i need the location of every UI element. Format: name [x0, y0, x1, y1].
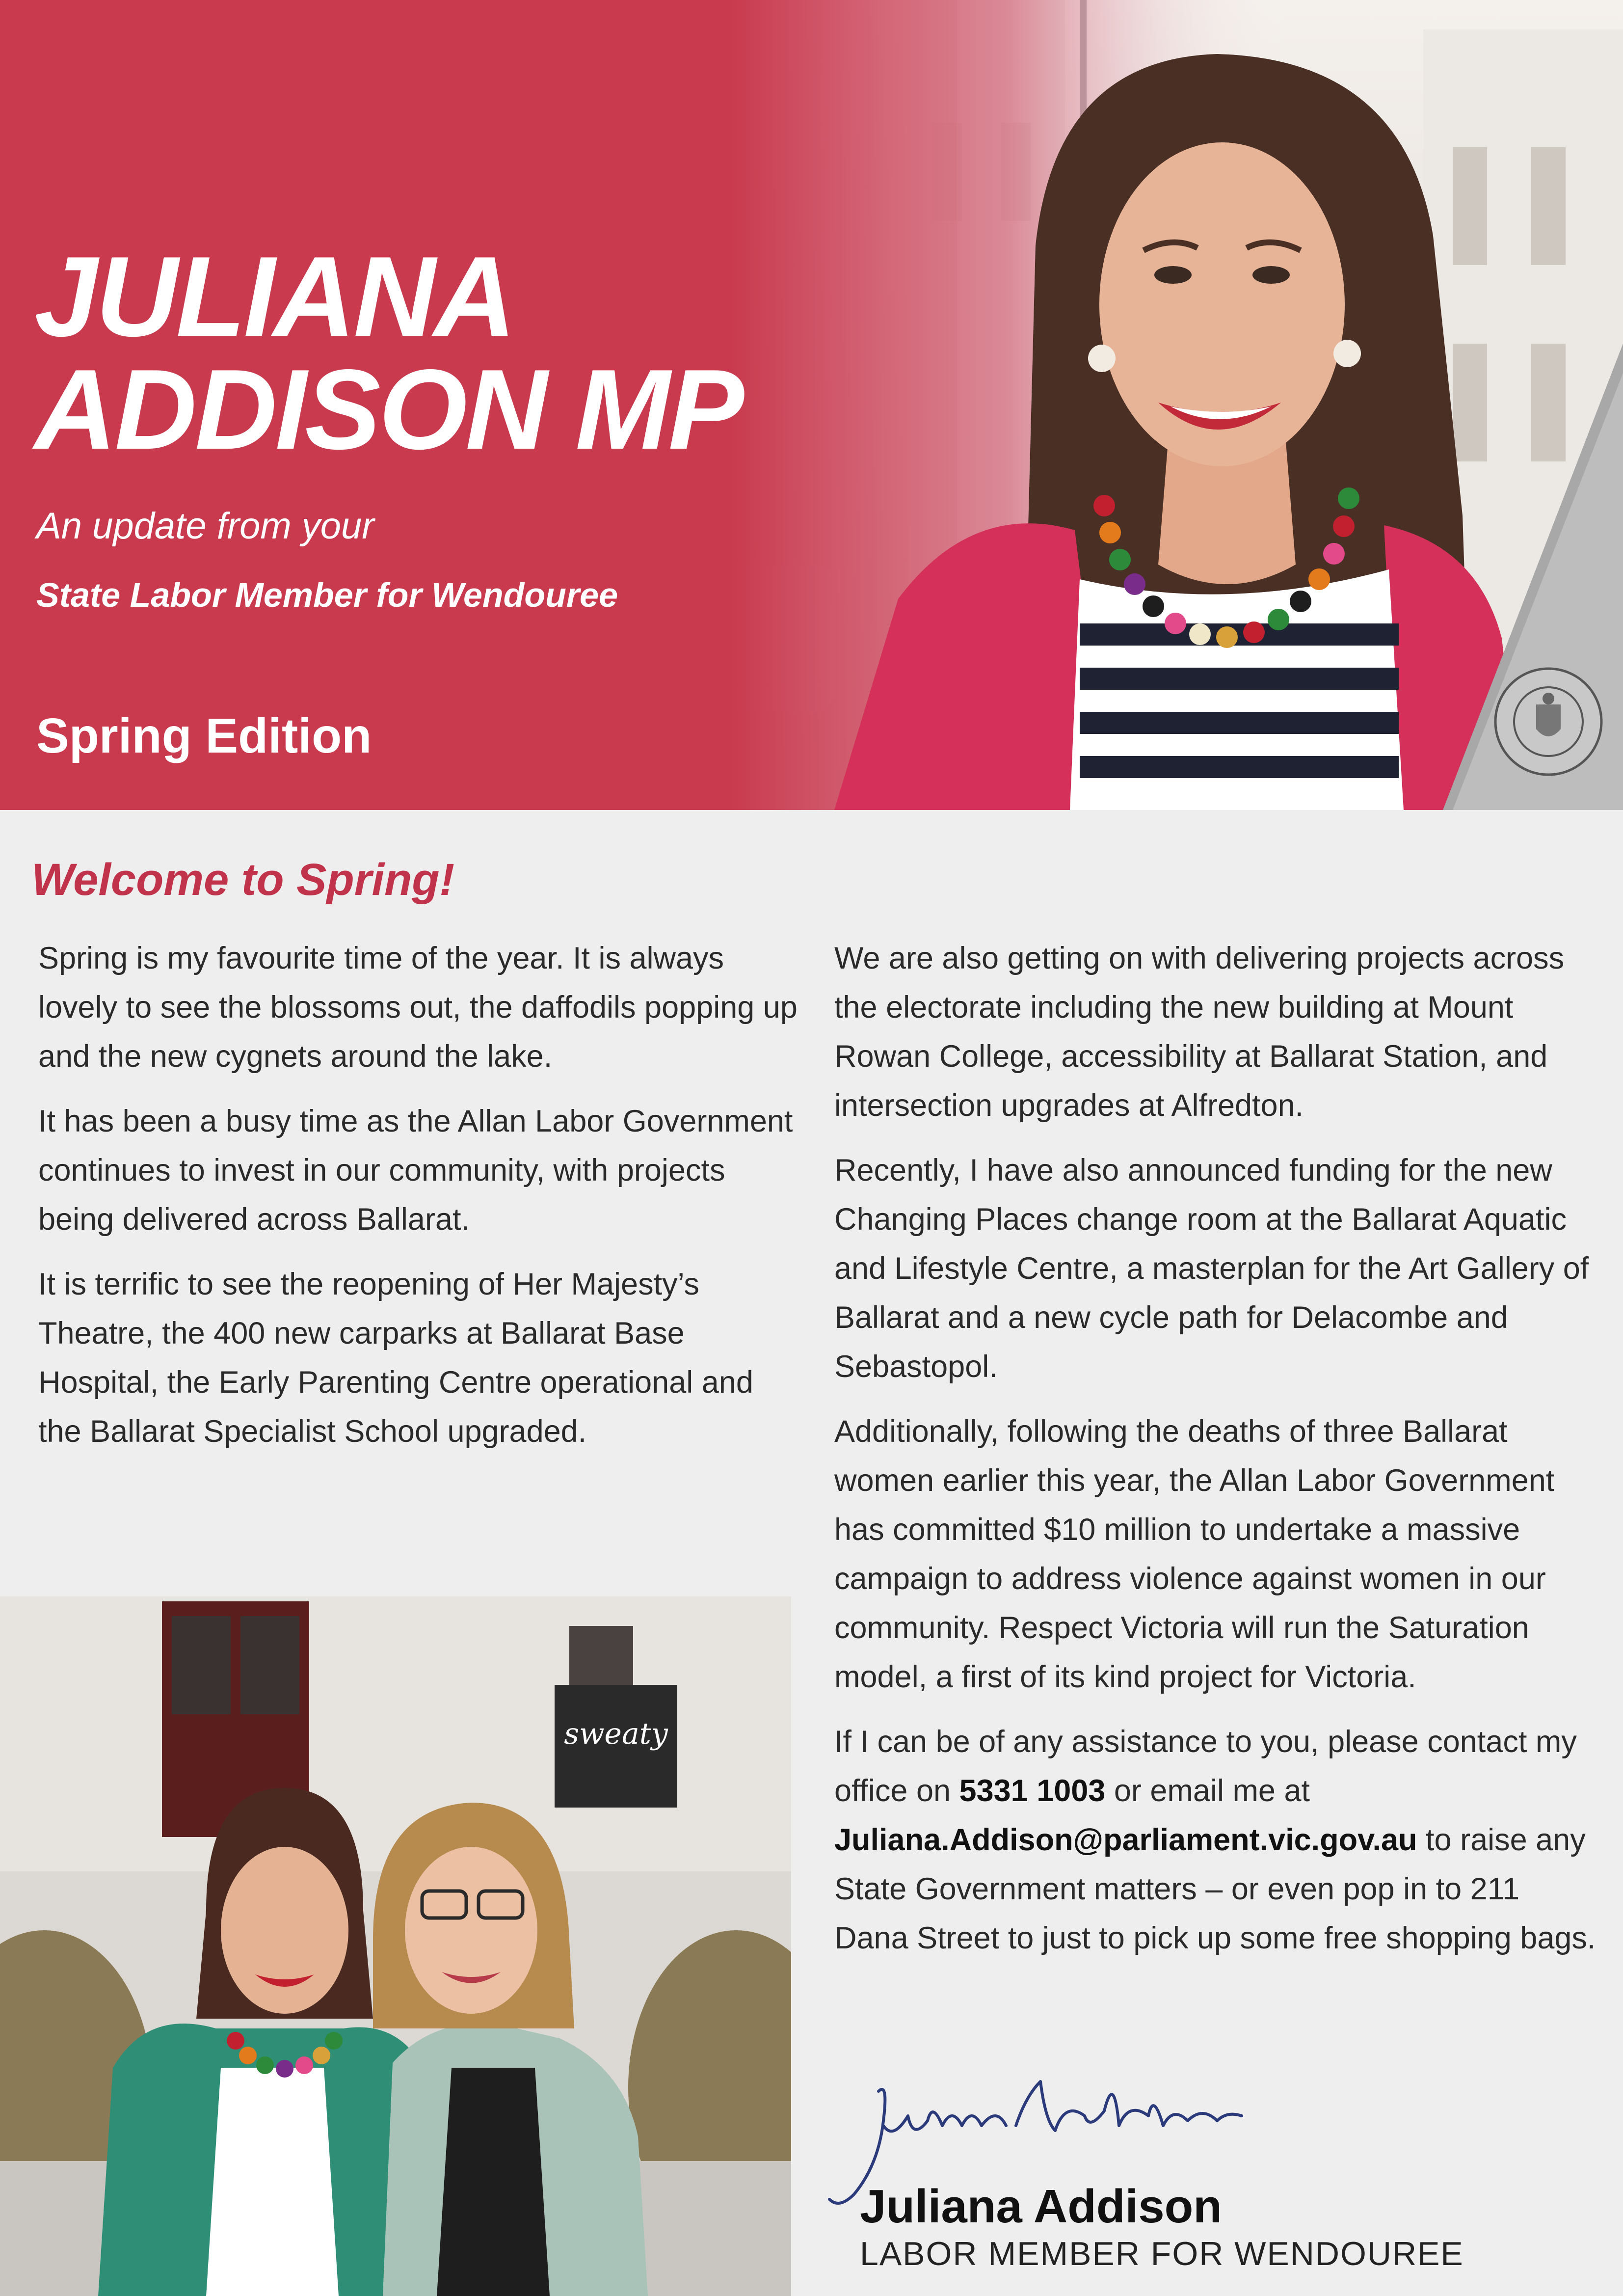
paragraph: Spring is my favourite time of the year. It is always lovely to see the blossoms out, the daffodils popping up and the new cygnets around the lake.	[38, 941, 798, 1074]
office-phone[interactable]: 5331 1003	[959, 1774, 1106, 1808]
email-link[interactable]: Juliana.Addison@parliament.vic.gov.au	[834, 1823, 1417, 1857]
photo-illustration	[0, 1596, 791, 2296]
edition-label: Spring Edition	[36, 708, 372, 763]
contact-intro: If I can be of any assistance to you, please contact my office on	[834, 1725, 1577, 1808]
contact-paragraph	[834, 1717, 1600, 1963]
paragraph: It has been a busy time as the Allan Labor Government continues to invest in our community, with projects being delivered across Ballarat.	[38, 1104, 793, 1237]
header-banner	[0, 0, 1623, 810]
right-column	[834, 934, 1600, 1978]
parliament-crest-icon	[1492, 665, 1605, 778]
paragraph: Additionally, following the deaths of three Ballarat women earlier this year, the Allan Labor Government has committed $10 million to undertake a massive campaign to address violence against women in our community. Respect Victoria will run the Saturation model, a first of its kind project for Victoria.	[834, 1414, 1555, 1694]
paragraph: It is terrific to see the reopening of Her Majesty’s Theatre, the 400 new carparks at Ballarat Base Hospital, the Early Parenting Centre operational and the Ballarat Specialist School upgraded.	[38, 1267, 753, 1449]
signoff-name: Juliana Addison	[860, 2180, 1222, 2233]
page-title	[34, 233, 743, 473]
contact-mid: or email me at	[1114, 1774, 1310, 1808]
shop-sign-text: sweaty	[564, 1717, 668, 1751]
title-line-2: ADDISON MP	[34, 346, 743, 473]
subtitle: An update from your	[36, 505, 374, 547]
photo-with-premier	[0, 1596, 791, 2296]
title-line-1: JULIANA	[34, 233, 514, 360]
paragraph: Recently, I have also announced funding for the new Changing Places change room at the Ballarat Aquatic and Lifestyle Centre, a masterplan for the Art Gallery of Ballarat and a new cycle path for Delacombe and Sebastopol.	[834, 1153, 1589, 1384]
paragraph: We are also getting on with delivering projects across the electorate including the new building at Mount Rowan College, accessibility at Ballarat Station, and intersection upgrades at Alfredton.	[834, 941, 1565, 1123]
article-heading: Welcome to Spring!	[31, 855, 455, 905]
member-role: State Labor Member for Wendouree	[36, 576, 618, 614]
contact-outro: to raise any State Government matters – or even pop in to 211 Dana Street to just to pick up some free shopping bags.	[834, 1823, 1596, 1955]
signoff-role: LABOR MEMBER FOR WENDOUREE	[860, 2235, 1464, 2272]
left-column	[38, 934, 804, 1472]
